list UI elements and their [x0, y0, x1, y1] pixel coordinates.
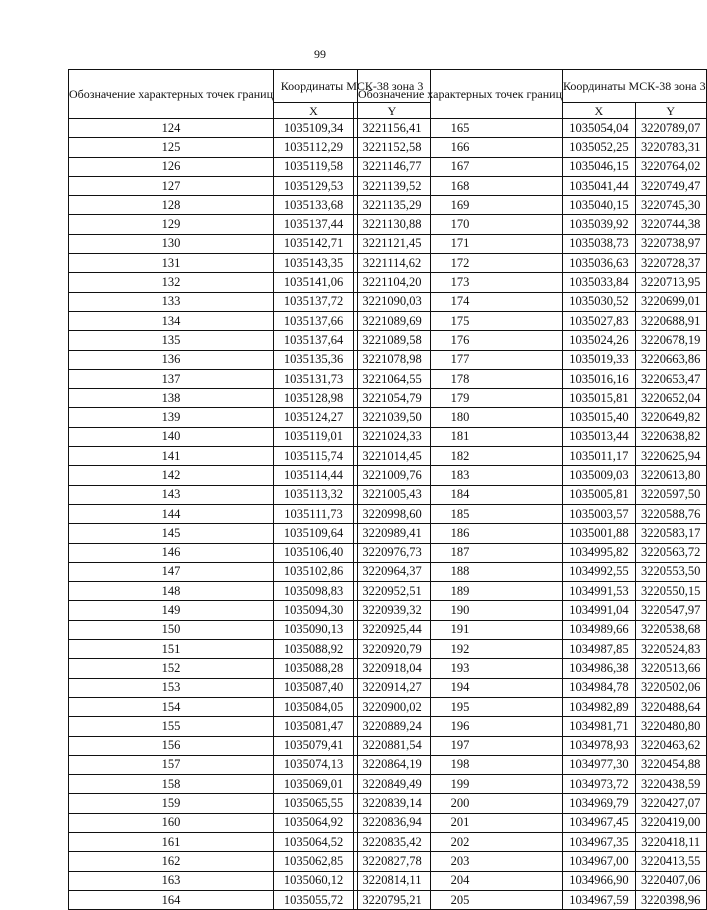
y-coordinate-cell: 3220649,82	[635, 408, 706, 427]
y-coordinate-cell: 3220418,11	[635, 832, 706, 851]
y-coordinate-cell: 3220925,44	[354, 620, 431, 639]
table-row	[358, 157, 707, 176]
y-coordinate-cell: 3221121,45	[354, 234, 431, 253]
y-coordinate-cell: 3220524,83	[635, 640, 706, 659]
y-coordinate-cell: 3221064,55	[354, 369, 431, 388]
header-point-designation: Обозначение характерных точек границ	[358, 70, 563, 119]
x-coordinate-cell: 1035064,92	[274, 813, 354, 832]
header-x: X	[274, 103, 354, 119]
x-coordinate-cell: 1035129,53	[274, 176, 354, 195]
y-coordinate-cell: 3221078,98	[354, 350, 431, 369]
point-number-cell: 158	[69, 775, 274, 794]
y-coordinate-cell: 3220728,37	[635, 254, 706, 273]
y-coordinate-cell: 3221089,58	[354, 331, 431, 350]
y-coordinate-cell: 3220413,55	[635, 852, 706, 871]
point-number-cell: 143	[69, 485, 274, 504]
table-row	[358, 832, 707, 851]
point-number-cell: 202	[358, 832, 563, 851]
point-number-cell: 153	[69, 678, 274, 697]
point-number-cell: 161	[69, 832, 274, 851]
x-coordinate-cell: 1035135,36	[274, 350, 354, 369]
y-coordinate-cell: 3220678,19	[635, 331, 706, 350]
x-coordinate-cell: 1035064,52	[274, 832, 354, 851]
point-number-cell: 170	[358, 215, 563, 234]
x-coordinate-cell: 1035119,01	[274, 427, 354, 446]
point-number-cell: 140	[69, 427, 274, 446]
y-coordinate-cell: 3220900,02	[354, 697, 431, 716]
x-coordinate-cell: 1035055,72	[274, 890, 354, 909]
point-number-cell: 188	[358, 562, 563, 581]
y-coordinate-cell: 3220653,47	[635, 369, 706, 388]
y-coordinate-cell: 3220553,50	[635, 562, 706, 581]
y-coordinate-cell: 3221039,50	[354, 408, 431, 427]
x-coordinate-cell: 1035143,35	[274, 254, 354, 273]
table-row	[358, 871, 707, 890]
x-coordinate-cell: 1035038,73	[563, 234, 636, 253]
table-row	[358, 794, 707, 813]
y-coordinate-cell: 3221009,76	[354, 466, 431, 485]
y-coordinate-cell: 3220952,51	[354, 582, 431, 601]
table-header-row	[358, 70, 707, 103]
page-number: 99	[314, 47, 326, 61]
y-coordinate-cell: 3220538,68	[635, 620, 706, 639]
coordinates-table-right	[357, 69, 707, 910]
x-coordinate-cell: 1035109,34	[274, 119, 354, 138]
point-number-cell: 168	[358, 176, 563, 195]
x-coordinate-cell: 1035069,01	[274, 775, 354, 794]
point-number-cell: 165	[358, 119, 563, 138]
y-coordinate-cell: 3221156,41	[354, 119, 431, 138]
header-point-designation: Обозначение характерных точек границ	[69, 70, 274, 119]
point-number-cell: 167	[358, 157, 563, 176]
y-coordinate-cell: 3220764,02	[635, 157, 706, 176]
x-coordinate-cell: 1034991,53	[563, 582, 636, 601]
x-coordinate-cell: 1035001,88	[563, 524, 636, 543]
x-coordinate-cell: 1035060,12	[274, 871, 354, 890]
y-coordinate-cell: 3220976,73	[354, 543, 431, 562]
table-row	[358, 215, 707, 234]
x-coordinate-cell: 1034991,04	[563, 601, 636, 620]
y-coordinate-cell: 3220688,91	[635, 311, 706, 330]
point-number-cell: 190	[358, 601, 563, 620]
point-number-cell: 187	[358, 543, 563, 562]
point-number-cell: 131	[69, 254, 274, 273]
point-number-cell: 182	[358, 447, 563, 466]
x-coordinate-cell: 1035131,73	[274, 369, 354, 388]
y-coordinate-cell: 3221139,52	[354, 176, 431, 195]
x-coordinate-cell: 1035003,57	[563, 504, 636, 523]
y-coordinate-cell: 3220939,32	[354, 601, 431, 620]
point-number-cell: 185	[358, 504, 563, 523]
point-number-cell: 195	[358, 697, 563, 716]
point-number-cell: 171	[358, 234, 563, 253]
y-coordinate-cell: 3221089,69	[354, 311, 431, 330]
y-coordinate-cell: 3220652,04	[635, 389, 706, 408]
point-number-cell: 179	[358, 389, 563, 408]
x-coordinate-cell: 1035114,44	[274, 466, 354, 485]
x-coordinate-cell: 1035041,44	[563, 176, 636, 195]
table-row	[358, 311, 707, 330]
y-coordinate-cell: 3220914,27	[354, 678, 431, 697]
y-coordinate-cell: 3220889,24	[354, 717, 431, 736]
x-coordinate-cell: 1035027,83	[563, 311, 636, 330]
x-coordinate-cell: 1034967,35	[563, 832, 636, 851]
x-coordinate-cell: 1035111,73	[274, 504, 354, 523]
x-coordinate-cell: 1034989,66	[563, 620, 636, 639]
x-coordinate-cell: 1035062,85	[274, 852, 354, 871]
y-coordinate-cell: 3220613,80	[635, 466, 706, 485]
y-coordinate-cell: 3220625,94	[635, 447, 706, 466]
y-coordinate-cell: 3221024,33	[354, 427, 431, 446]
x-coordinate-cell: 1035137,72	[274, 292, 354, 311]
y-coordinate-cell: 3220814,11	[354, 871, 431, 890]
x-coordinate-cell: 1035065,55	[274, 794, 354, 813]
table-row	[358, 601, 707, 620]
y-coordinate-cell: 3220588,76	[635, 504, 706, 523]
y-coordinate-cell: 3220419,00	[635, 813, 706, 832]
x-coordinate-cell: 1034986,38	[563, 659, 636, 678]
point-number-cell: 150	[69, 620, 274, 639]
table-row	[358, 890, 707, 909]
table-row	[358, 678, 707, 697]
point-number-cell: 125	[69, 138, 274, 157]
point-number-cell: 144	[69, 504, 274, 523]
y-coordinate-cell: 3220454,88	[635, 755, 706, 774]
x-coordinate-cell: 1035046,15	[563, 157, 636, 176]
x-coordinate-cell: 1035054,04	[563, 119, 636, 138]
y-coordinate-cell: 3220864,19	[354, 755, 431, 774]
point-number-cell: 128	[69, 196, 274, 215]
point-number-cell: 193	[358, 659, 563, 678]
x-coordinate-cell: 1035124,27	[274, 408, 354, 427]
point-number-cell: 142	[69, 466, 274, 485]
x-coordinate-cell: 1035084,05	[274, 697, 354, 716]
point-number-cell: 177	[358, 350, 563, 369]
y-coordinate-cell: 3220398,96	[635, 890, 706, 909]
header-coordinates: Координаты МСК-38 зона 3	[274, 70, 431, 103]
x-coordinate-cell: 1035081,47	[274, 717, 354, 736]
point-number-cell: 196	[358, 717, 563, 736]
y-coordinate-cell: 3220597,50	[635, 485, 706, 504]
point-number-cell: 199	[358, 775, 563, 794]
x-coordinate-cell: 1035019,33	[563, 350, 636, 369]
point-number-cell: 163	[69, 871, 274, 890]
y-coordinate-cell: 3220783,31	[635, 138, 706, 157]
table-row	[358, 138, 707, 157]
table-row	[358, 582, 707, 601]
y-coordinate-cell: 3220849,49	[354, 775, 431, 794]
y-coordinate-cell: 3220583,17	[635, 524, 706, 543]
table-row	[358, 543, 707, 562]
point-number-cell: 152	[69, 659, 274, 678]
y-coordinate-cell: 3221152,58	[354, 138, 431, 157]
point-number-cell: 189	[358, 582, 563, 601]
table-row	[358, 427, 707, 446]
x-coordinate-cell: 1034967,45	[563, 813, 636, 832]
point-number-cell: 198	[358, 755, 563, 774]
point-number-cell: 166	[358, 138, 563, 157]
point-number-cell: 197	[358, 736, 563, 755]
x-coordinate-cell: 1035015,40	[563, 408, 636, 427]
table-row	[358, 234, 707, 253]
table-row	[358, 389, 707, 408]
point-number-cell: 178	[358, 369, 563, 388]
point-number-cell: 135	[69, 331, 274, 350]
y-coordinate-cell: 3220836,94	[354, 813, 431, 832]
x-coordinate-cell: 1035088,28	[274, 659, 354, 678]
header-x: X	[563, 103, 636, 119]
point-number-cell: 124	[69, 119, 274, 138]
y-coordinate-cell: 3220744,38	[635, 215, 706, 234]
table-row	[358, 775, 707, 794]
y-coordinate-cell: 3220920,79	[354, 640, 431, 659]
x-coordinate-cell: 1035090,13	[274, 620, 354, 639]
y-coordinate-cell: 3220502,06	[635, 678, 706, 697]
table-row	[358, 408, 707, 427]
y-coordinate-cell: 3220918,04	[354, 659, 431, 678]
x-coordinate-cell: 1035079,41	[274, 736, 354, 755]
table-row	[358, 524, 707, 543]
x-coordinate-cell: 1034977,30	[563, 755, 636, 774]
y-coordinate-cell: 3221014,45	[354, 447, 431, 466]
x-coordinate-cell: 1034967,59	[563, 890, 636, 909]
y-coordinate-cell: 3220488,64	[635, 697, 706, 716]
point-number-cell: 156	[69, 736, 274, 755]
point-number-cell: 160	[69, 813, 274, 832]
point-number-cell: 138	[69, 389, 274, 408]
table-row	[358, 736, 707, 755]
x-coordinate-cell: 1035036,63	[563, 254, 636, 273]
table-row	[358, 447, 707, 466]
x-coordinate-cell: 1035142,71	[274, 234, 354, 253]
y-coordinate-cell: 3220513,66	[635, 659, 706, 678]
point-number-cell: 176	[358, 331, 563, 350]
point-number-cell: 137	[69, 369, 274, 388]
table-row	[358, 292, 707, 311]
table-row	[358, 196, 707, 215]
table-row	[358, 620, 707, 639]
y-coordinate-cell: 3220550,15	[635, 582, 706, 601]
header-y: Y	[354, 103, 431, 119]
y-coordinate-cell: 3220749,47	[635, 176, 706, 195]
x-coordinate-cell: 1034992,55	[563, 562, 636, 581]
x-coordinate-cell: 1035137,66	[274, 311, 354, 330]
x-coordinate-cell: 1035119,58	[274, 157, 354, 176]
x-coordinate-cell: 1035087,40	[274, 678, 354, 697]
table-row	[358, 273, 707, 292]
x-coordinate-cell: 1035074,13	[274, 755, 354, 774]
point-number-cell: 136	[69, 350, 274, 369]
y-coordinate-cell: 3220463,62	[635, 736, 706, 755]
point-number-cell: 129	[69, 215, 274, 234]
x-coordinate-cell: 1035015,81	[563, 389, 636, 408]
x-coordinate-cell: 1035005,81	[563, 485, 636, 504]
y-coordinate-cell: 3221104,20	[354, 273, 431, 292]
y-coordinate-cell: 3220989,41	[354, 524, 431, 543]
point-number-cell: 172	[358, 254, 563, 273]
point-number-cell: 133	[69, 292, 274, 311]
table-row	[358, 254, 707, 273]
y-coordinate-cell: 3220835,42	[354, 832, 431, 851]
point-number-cell: 162	[69, 852, 274, 871]
point-number-cell: 205	[358, 890, 563, 909]
point-number-cell: 191	[358, 620, 563, 639]
y-coordinate-cell: 3220745,30	[635, 196, 706, 215]
table-row	[358, 350, 707, 369]
x-coordinate-cell: 1034982,89	[563, 697, 636, 716]
x-coordinate-cell: 1034984,78	[563, 678, 636, 697]
point-number-cell: 139	[69, 408, 274, 427]
x-coordinate-cell: 1035094,30	[274, 601, 354, 620]
table-row	[358, 813, 707, 832]
x-coordinate-cell: 1035113,32	[274, 485, 354, 504]
y-coordinate-cell: 3220964,37	[354, 562, 431, 581]
point-number-cell: 130	[69, 234, 274, 253]
point-number-cell: 200	[358, 794, 563, 813]
table-row	[358, 659, 707, 678]
point-number-cell: 173	[358, 273, 563, 292]
table-row	[358, 640, 707, 659]
y-coordinate-cell: 3220839,14	[354, 794, 431, 813]
x-coordinate-cell: 1035016,16	[563, 369, 636, 388]
point-number-cell: 169	[358, 196, 563, 215]
table-row	[358, 485, 707, 504]
table-row	[358, 369, 707, 388]
table-row	[358, 119, 707, 138]
y-coordinate-cell: 3221135,29	[354, 196, 431, 215]
point-number-cell: 180	[358, 408, 563, 427]
y-coordinate-cell: 3220998,60	[354, 504, 431, 523]
y-coordinate-cell: 3220738,97	[635, 234, 706, 253]
header-coordinates: Координаты МСК-38 зона 3	[563, 70, 707, 103]
x-coordinate-cell: 1035141,06	[274, 273, 354, 292]
point-number-cell: 132	[69, 273, 274, 292]
table-row	[358, 852, 707, 871]
x-coordinate-cell: 1035137,64	[274, 331, 354, 350]
y-coordinate-cell: 3220547,97	[635, 601, 706, 620]
x-coordinate-cell: 1034978,93	[563, 736, 636, 755]
x-coordinate-cell: 1035030,52	[563, 292, 636, 311]
point-number-cell: 175	[358, 311, 563, 330]
x-coordinate-cell: 1035098,83	[274, 582, 354, 601]
point-number-cell: 194	[358, 678, 563, 697]
point-number-cell: 181	[358, 427, 563, 446]
point-number-cell: 192	[358, 640, 563, 659]
y-coordinate-cell: 3220881,54	[354, 736, 431, 755]
y-coordinate-cell: 3220795,21	[354, 890, 431, 909]
point-number-cell: 174	[358, 292, 563, 311]
x-coordinate-cell: 1034987,85	[563, 640, 636, 659]
x-coordinate-cell: 1035128,98	[274, 389, 354, 408]
point-number-cell: 184	[358, 485, 563, 504]
y-coordinate-cell: 3220638,82	[635, 427, 706, 446]
point-number-cell: 154	[69, 697, 274, 716]
x-coordinate-cell: 1034973,72	[563, 775, 636, 794]
point-number-cell: 145	[69, 524, 274, 543]
x-coordinate-cell: 1035112,29	[274, 138, 354, 157]
point-number-cell: 155	[69, 717, 274, 736]
point-number-cell: 126	[69, 157, 274, 176]
x-coordinate-cell: 1035102,86	[274, 562, 354, 581]
x-coordinate-cell: 1035106,40	[274, 543, 354, 562]
x-coordinate-cell: 1034966,90	[563, 871, 636, 890]
x-coordinate-cell: 1035013,44	[563, 427, 636, 446]
point-number-cell: 134	[69, 311, 274, 330]
x-coordinate-cell: 1035133,68	[274, 196, 354, 215]
y-coordinate-cell: 3220563,72	[635, 543, 706, 562]
x-coordinate-cell: 1035088,92	[274, 640, 354, 659]
y-coordinate-cell: 3221130,88	[354, 215, 431, 234]
x-coordinate-cell: 1035033,84	[563, 273, 636, 292]
point-number-cell: 159	[69, 794, 274, 813]
y-coordinate-cell: 3220713,95	[635, 273, 706, 292]
y-coordinate-cell: 3221146,77	[354, 157, 431, 176]
x-coordinate-cell: 1035024,26	[563, 331, 636, 350]
point-number-cell: 203	[358, 852, 563, 871]
header-y: Y	[635, 103, 706, 119]
table-row	[358, 466, 707, 485]
x-coordinate-cell: 1034981,71	[563, 717, 636, 736]
point-number-cell: 183	[358, 466, 563, 485]
x-coordinate-cell: 1035052,25	[563, 138, 636, 157]
x-coordinate-cell: 1035039,92	[563, 215, 636, 234]
point-number-cell: 127	[69, 176, 274, 195]
table-row	[358, 717, 707, 736]
table-row	[358, 331, 707, 350]
table-row	[358, 755, 707, 774]
point-number-cell: 146	[69, 543, 274, 562]
y-coordinate-cell: 3220438,59	[635, 775, 706, 794]
point-number-cell: 186	[358, 524, 563, 543]
x-coordinate-cell: 1034969,79	[563, 794, 636, 813]
x-coordinate-cell: 1035009,03	[563, 466, 636, 485]
x-coordinate-cell: 1034995,82	[563, 543, 636, 562]
point-number-cell: 141	[69, 447, 274, 466]
y-coordinate-cell: 3220789,07	[635, 119, 706, 138]
x-coordinate-cell: 1035040,15	[563, 196, 636, 215]
x-coordinate-cell: 1035115,74	[274, 447, 354, 466]
y-coordinate-cell: 3220480,80	[635, 717, 706, 736]
y-coordinate-cell: 3221114,62	[354, 254, 431, 273]
x-coordinate-cell: 1035137,44	[274, 215, 354, 234]
y-coordinate-cell: 3221090,03	[354, 292, 431, 311]
table-row	[358, 504, 707, 523]
x-coordinate-cell: 1035109,64	[274, 524, 354, 543]
point-number-cell: 147	[69, 562, 274, 581]
x-coordinate-cell: 1034967,00	[563, 852, 636, 871]
y-coordinate-cell: 3221005,43	[354, 485, 431, 504]
point-number-cell: 164	[69, 890, 274, 909]
y-coordinate-cell: 3220699,01	[635, 292, 706, 311]
point-number-cell: 201	[358, 813, 563, 832]
table-row	[358, 562, 707, 581]
y-coordinate-cell: 3220427,07	[635, 794, 706, 813]
table-row	[358, 176, 707, 195]
point-number-cell: 157	[69, 755, 274, 774]
y-coordinate-cell: 3221054,79	[354, 389, 431, 408]
point-number-cell: 204	[358, 871, 563, 890]
point-number-cell: 148	[69, 582, 274, 601]
point-number-cell: 149	[69, 601, 274, 620]
table-row	[358, 697, 707, 716]
y-coordinate-cell: 3220827,78	[354, 852, 431, 871]
y-coordinate-cell: 3220407,06	[635, 871, 706, 890]
point-number-cell: 151	[69, 640, 274, 659]
x-coordinate-cell: 1035011,17	[563, 447, 636, 466]
y-coordinate-cell: 3220663,86	[635, 350, 706, 369]
